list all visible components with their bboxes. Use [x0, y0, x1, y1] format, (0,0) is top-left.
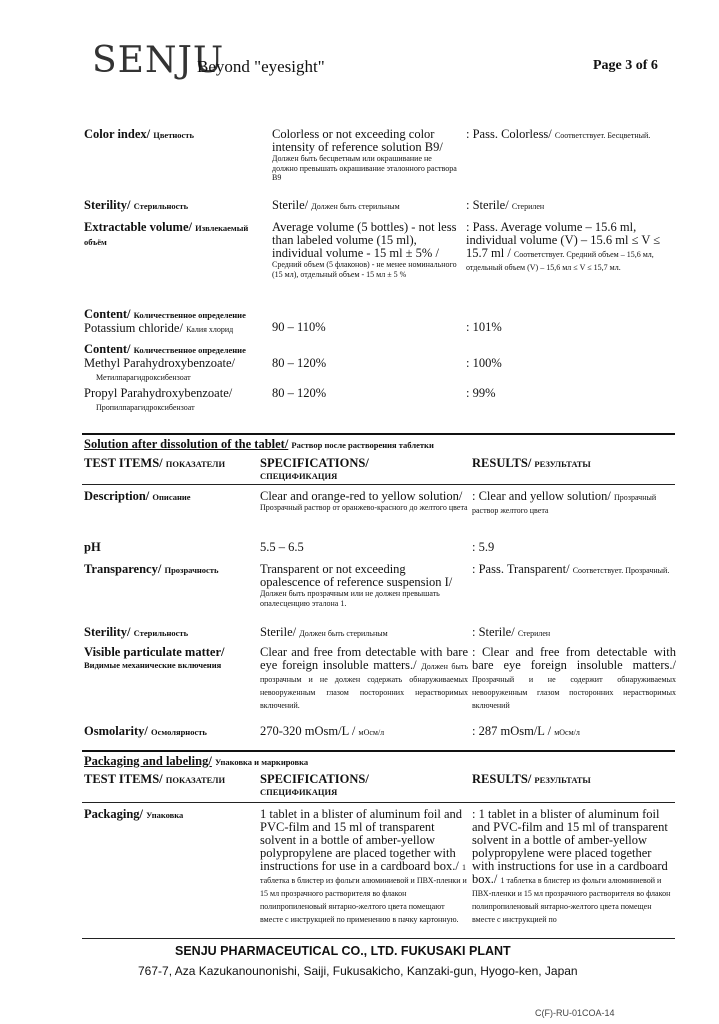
- description-spec: Clear and orange-red to yellow solution/ Прозрачный раствор от оранжево-красного до желтого цвета: [260, 489, 468, 512]
- footer-address: 767-7, Aza Kazukanounonishi, Saiji, Fukusakicho, Kanzaki-gun, Hyogo-ken, Japan: [138, 964, 578, 978]
- color-index-label: Color index/ Цветность: [84, 127, 194, 141]
- sterility-result: : Sterile/ Стерилен: [466, 198, 545, 212]
- sterility-spec: Sterile/ Должен быть стерильным: [272, 198, 400, 212]
- description-label: Description/ Описание: [84, 489, 191, 503]
- content-methyl-spec: 80 – 120%: [272, 356, 327, 370]
- packaging-spec: 1 tablet in a blister of aluminum foil and PVC-film and 15 ml of transparent solvent in a bottle of amber-yellow polypropylene are placed together with instructions for use in a cardboard box./ 1 таблетка в блистер из фольги алюминиевой и ПВХ-пленки и 15 мл прозрачного растворителя во флакон полипропиленовый янтарно-желтого цвета помещают вместе с инструкцией по применению в пачку картонную.: [260, 807, 467, 924]
- sterility-label: Sterility/ Стерильность: [84, 198, 189, 212]
- extractable-volume-label: Extractable volume/ Извлекаемый объём: [84, 220, 249, 247]
- col-header-results-2: RESULTS/ РЕЗУЛЬТАТЫ: [472, 772, 591, 786]
- company-logo: SENJU: [92, 40, 225, 81]
- content-propyl-label: Propyl Parahydroxybenzoate/ Пропилпарагидроксибензоат: [84, 386, 233, 412]
- packaging-label: Packaging/ Упаковка: [84, 807, 184, 821]
- divider: [82, 433, 675, 435]
- footer-divider: [82, 938, 675, 939]
- content-methyl-result: : 100%: [466, 356, 502, 370]
- footer-company: SENJU PHARMACEUTICAL CO., LTD. FUKUSAKI PLANT: [175, 944, 511, 958]
- packaging-result: : 1 tablet in a blister of aluminum foil and PVC-film and 15 ml of transparent solvent in a bottle of amber-yellow polypropylene were placed together with instructions for use in a cardboard box./ 1 таблетка в блистер из фольги алюминиевой и ПВХ-пленки и 15 мл прозрачного растворителя во флакон полипропиленовый янтарно-желтого цвета помещен вместе с инструкцией по: [472, 808, 671, 924]
- sterility2-result: : Sterile/ Стерилен: [472, 625, 551, 639]
- content-propyl-spec: 80 – 120%: [272, 386, 327, 400]
- content-propyl-result: : 99%: [466, 386, 496, 400]
- extractable-volume-spec: Average volume (5 bottles) - not less than labeled volume (15 ml), individual volume - 15 ml ± 5% / Средний объем (5 флаконов) - не менее номинального (15 мл), отдельный объем - 15 мл ± 5 %: [272, 220, 457, 279]
- divider: [82, 484, 675, 485]
- section-title-solution: Solution after dissolution of the tablet/ Раствор после растворения таблетки: [84, 437, 434, 451]
- divider: [82, 750, 675, 752]
- visible-particulate-spec: Clear and free from detectable with bare eye foreign insoluble matters./ Должен быть прозрачным и не должен содержать обнаруживаемых невооруженным глазом посторонних нерастворимых включений.: [260, 645, 468, 710]
- section-title-packaging: Packaging and labeling/ Упаковка и маркировка: [84, 754, 309, 768]
- col-header-test-items: TEST ITEMS/ ПОКАЗАТЕЛИ: [84, 456, 226, 470]
- transparency-result: : Pass. Transparent/ Соответствует. Прозрачный.: [472, 562, 670, 576]
- content-potassium-result: : 101%: [466, 320, 502, 334]
- visible-particulate-result: : Clear and free from detectable with bare eye foreign insoluble matters./ Прозрачный и не содержит обнаруживаемых невооруженным глазом посторонних нерастворимых включений: [472, 645, 676, 710]
- page-number: Page 3 of 6: [593, 58, 658, 73]
- visible-particulate-label: Visible particulate matter/ Видимые механические включения: [84, 645, 225, 670]
- osmolarity-label: Osmolarity/ Осмолярность: [84, 724, 207, 738]
- slogan: Beyond "eyesight": [197, 57, 325, 76]
- col-header-specifications: SPECIFICATIONS/ СПЕЦИФИКАЦИЯ: [260, 456, 369, 481]
- content-parabens-label: Content/ Количественное определение Methyl Parahydroxybenzoate/ Метилпарагидроксибензоат: [84, 342, 246, 382]
- ph-result: : 5.9: [472, 540, 495, 554]
- col-header-test-items-2: TEST ITEMS/ ПОКАЗАТЕЛИ: [84, 772, 226, 786]
- osmolarity-result: : 287 mOsm/L / мОсм/л: [472, 724, 580, 738]
- ph-label: pH: [84, 540, 101, 554]
- extractable-volume-result: : Pass. Average volume – 15.6 ml, individual volume (V) – 15.6 ml ≤ V ≤ 15.7 ml / Соответствует. Средний объем – 15,6 мл, отдельный объем (V) – 15,6 мл ≤ V ≤ 15,7 мл.: [466, 220, 661, 272]
- divider: [82, 802, 675, 803]
- content-potassium-spec: 90 – 110%: [272, 320, 326, 334]
- description-result: : Clear and yellow solution/ Прозрачный раствор желтого цвета: [472, 489, 657, 515]
- transparency-spec: Transparent or not exceeding opalescence of reference suspension I/ Должен быть прозрачным или не должен превышать опалесценцию эталона 1.: [260, 562, 453, 608]
- content-potassium-label: Content/ Количественное определение Potassium chloride/ Калия хлорид: [84, 307, 246, 335]
- color-index-result: : Pass. Colorless/ Соответствует. Бесцветный.: [466, 127, 651, 141]
- transparency-label: Transparency/ Прозрачность: [84, 562, 219, 576]
- col-header-results: RESULTS/ РЕЗУЛЬТАТЫ: [472, 456, 591, 470]
- osmolarity-spec: 270-320 mOsm/L / мОсм/л: [260, 724, 385, 738]
- sterility2-spec: Sterile/ Должен быть стерильным: [260, 625, 388, 639]
- color-index-spec: Colorless or not exceeding color intensity of reference solution B9/ Должен быть бесцветным или окрашивание не должно превышать окрашивание эталонного раствора B9: [272, 127, 457, 182]
- ph-spec: 5.5 – 6.5: [260, 540, 304, 554]
- sterility2-label: Sterility/ Стерильность: [84, 625, 189, 639]
- document-code: C(F)-RU-01COA-14: [535, 1008, 615, 1018]
- col-header-specifications-2: SPECIFICATIONS/ СПЕЦИФИКАЦИЯ: [260, 772, 369, 797]
